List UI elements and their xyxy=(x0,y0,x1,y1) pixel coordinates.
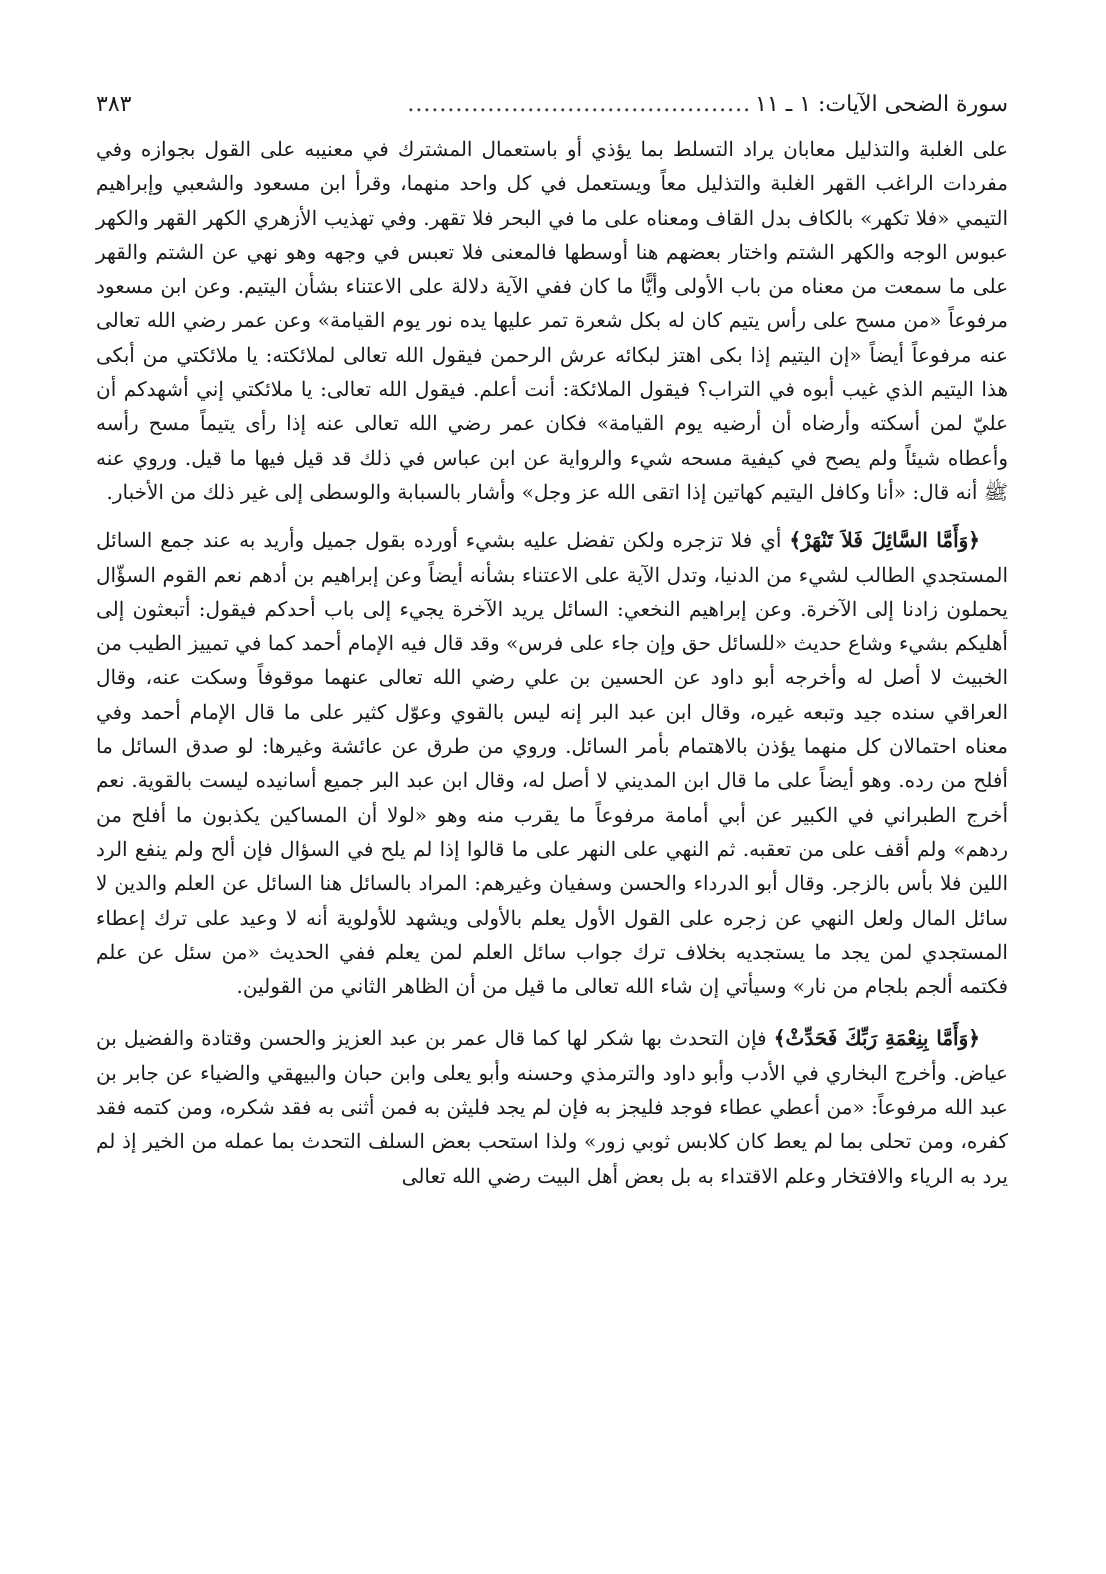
page-number: ٣٨٣ xyxy=(96,92,132,117)
paragraph-text: أي فلا تزجره ولكن تفضل عليه بشيء أورده بقول جميل وأريد به عند جمع السائل المستجدي الطالب لشيء من الدنيا، وتدل الآية على الاعتناء بشأنه أيضاً وعن إبراهيم بن أدهم نعم القوم السؤّال يحملون زادنا إلى الآخرة. وعن إبراهيم النخعي: السائل يريد الآخرة يجيء إلى باب أحدكم فيقول: أتبعثون إلى أهليكم بشيء وشاع حديث «للسائل حق وإن جاء على فرس» وقد قال فيه الإمام أحمد كما في تمييز الطيب من الخبيث لا أصل له وأخرجه أبو داود عن الحسين بن علي رضي الله تعالى عنهما موقوفاً وسكت عنه، وقال العراقي سنده جيد وتبعه غيره، وقال ابن عبد البر إنه ليس بالقوي وعوّل كثير على ما قال الإمام أحمد وفي معناه احتمالان كل منهما يؤذن بالاهتمام بأمر السائل. وروي من طرق عن عائشة وغيرها: لو صدق السائل ما أفلح من رده. وهو أيضاً على ما قال ابن المديني لا أصل له، وقال ابن عبد البر جميع أسانيده ليست بالقوية. نعم أخرج الطبراني في الكبير عن أبي أمامة مرفوعاً ما يقرب منه وهو «لولا أن المساكين يكذبون ما أفلح من ردهم» ولم أقف على من تعقبه. ثم النهي على النهر على ما قالوا إذا لم يلح في السؤال فإن ألح ولم ينفع الرد اللين فلا بأس بالزجر. وقال أبو الدرداء والحسن وسفيان وغيرهم: المراد بالسائل هنا السائل عن العلم والدين لا سائل المال ولعل النهي عن زجره على القول الأول يعلم بالأولى ويشهد للأولوية أنه لا وعيد على ترك إعطاء المستجدي لمن يجد ما يستجديه بخلاف ترك جواب سائل العلم لمن يعلم ففي الحديث «من سئل عن علم فكتمه ألجم بلجام من نار» وسيأتي إن شاء الله تعالى ما قيل من أن الظاهر الثاني من القولين. xyxy=(96,528,1008,999)
paragraph-text: فإن التحدث بها شكر لها كما قال عمر بن عبد العزيز والحسن وقتادة والفضيل بن عياض. وأخرج البخاري في الأدب وأبو داود والترمذي وحسنه وأبو يعلى وابن حبان والبيهقي والضياء عن جابر بن عبد الله مرفوعاً: «من أعطي عطاء فوجد فليجز به فإن لم يجد فليثن به فمن أثنى به فقد شكره، ومن كتمه فقد كفره، ومن تحلى بما لم يعط كان كلابس ثوبي زور» ولذا استحب بعض السلف التحدث بما عمله من الخير إذ لم يرد به الرياء والافتخار وعلم الاقتداء به بل بعض أهل البيت رضي الله تعالى xyxy=(96,1026,1008,1188)
paragraph-2 xyxy=(96,523,1008,1003)
body-text xyxy=(96,132,1008,1193)
leader-dots: ........................................... xyxy=(407,92,752,117)
running-header xyxy=(96,88,1008,126)
quran-verse: ﴿وَأَمَّا بِنِعْمَةِ رَبِّكَ فَحَدِّثْ﴾ xyxy=(773,1026,980,1051)
paragraph-text: على الغلبة والتذليل معابان يراد التسلط بما يؤذي أو باستعمال المشترك في معنيبه على القول بجوازه وفي مفردات الراغب القهر الغلبة والتذليل معاً ويستعمل في كل واحد منهما، وقرأ ابن مسعود والشعبي وإبراهيم التيمي «فلا تكهر» بالكاف بدل القاف ومعناه على ما في البحر فلا تقهر. وفي تهذيب الأزهري الكهر القهر والكهر عبوس الوجه والكهر الشتم واختار بعضهم هنا أوسطها فالمعنى فلا تعبس في وجهه وهو نهي عن الشتم والقهر على ما سمعت من معناه من باب الأولى وأيًّا ما كان ففي الآية دلالة على الاعتناء بشأن اليتيم. وعن ابن مسعود مرفوعاً «من مسح على رأس يتيم كان له بكل شعرة تمر عليها يده نور يوم القيامة» وعن عمر رضي الله تعالى عنه مرفوعاً أيضاً «إن اليتيم إذا بكى اهتز لبكائه عرش الرحمن فيقول الله تعالى لملائكته: يا ملائكتي من أبكى هذا اليتيم الذي غيب أبوه في التراب؟ فيقول الملائكة: أنت أعلم. فيقول الله تعالى: يا ملائكتي إني أشهدكم أن عليّ لمن أسكته وأرضاه أن أرضيه يوم القيامة» فكان عمر رضي الله تعالى عنه إذا رأى يتيماً مسح رأسه وأعطاه شيئاً ولم يصح في كيفية مسحه شيء والرواية عن ابن عباس في ذلك قد قيل فيها ما قيل. وروي عنه ﷺ أنه قال: «أنا وكافل اليتيم كهاتين إذا اتقى الله عز وجل» وأشار بالسبابة والوسطى إلى غير ذلك من الأخبار. xyxy=(96,137,1008,504)
surah-title: سورة الضحى الآيات: ١ ـ ١١ xyxy=(755,92,1008,117)
document-page xyxy=(96,88,1008,1211)
paragraph-3 xyxy=(96,1021,1008,1192)
paragraph-1 xyxy=(96,132,1008,509)
quran-verse: ﴿وَأَمَّا السَّائِلَ فَلاَ تَنْهَرْ﴾ xyxy=(789,528,981,553)
